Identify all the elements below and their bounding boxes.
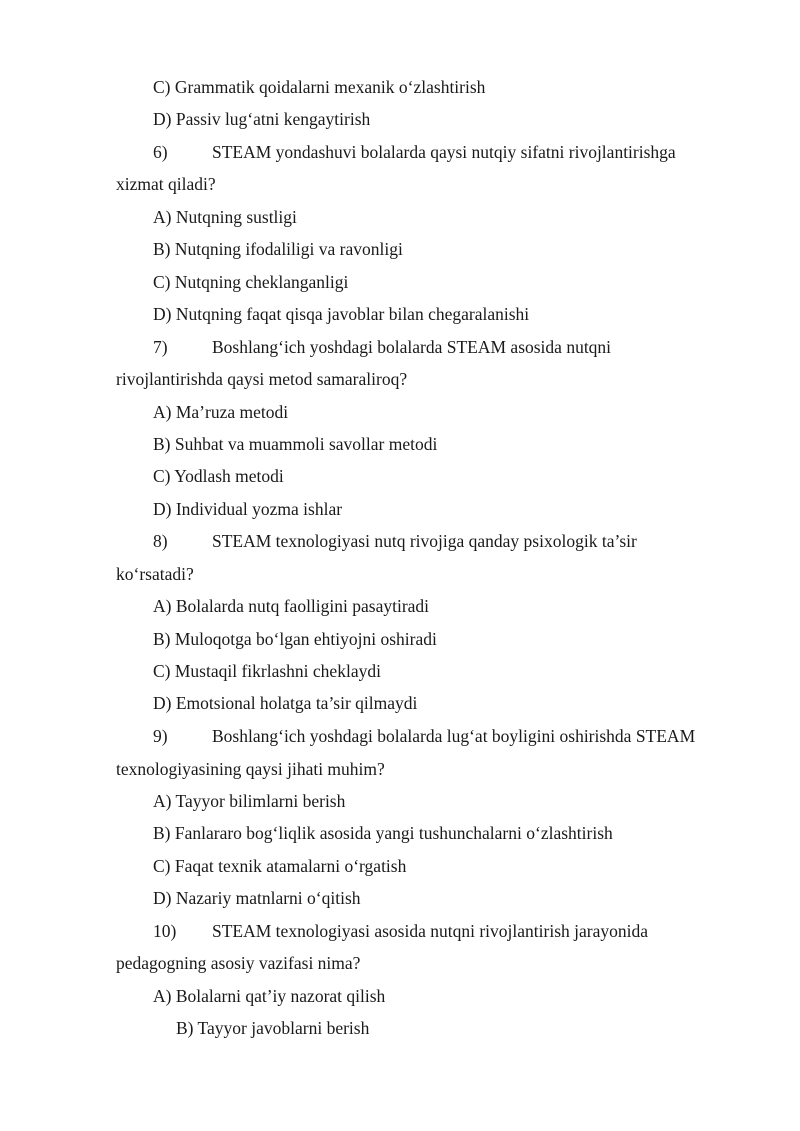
question-text: STEAM texnologiyasi nutq rivojiga qanday psixologik ta’sir (212, 531, 637, 551)
question-9-continuation: texnologiyasining qaysi jihati muhim? (116, 759, 385, 779)
option-c-q6: C) Nutqning cheklanganligi (153, 272, 349, 292)
question-number: 8) (153, 531, 168, 551)
option-a-q10: A) Bolalarni qat’iy nazorat qilish (153, 986, 386, 1006)
option-b-q7: B) Suhbat va muammoli savollar metodi (153, 434, 438, 454)
option-b-q9: B) Fanlararo bog‘liqlik asosida yangi tushunchalarni o‘zlashtirish (153, 823, 613, 843)
option-b-q6: B) Nutqning ifodaliligi va ravonligi (153, 239, 403, 259)
question-text: Boshlang‘ich yoshdagi bolalarda STEAM asosida nutqni (212, 337, 612, 357)
option-c-q9: C) Faqat texnik atamalarni o‘rgatish (153, 856, 407, 876)
question-6-continuation: xizmat qiladi? (116, 174, 216, 194)
option-a-q6: A) Nutqning sustligi (153, 207, 297, 227)
question-6 (153, 141, 676, 163)
option-a-q9: A) Tayyor bilimlarni berish (153, 791, 346, 811)
question-number: 6) (153, 142, 168, 162)
option-c-q7: C) Yodlash metodi (153, 466, 284, 486)
question-10 (153, 920, 648, 942)
question-9 (153, 725, 695, 747)
option-a-q8: A) Bolalarda nutq faolligini pasaytiradi (153, 596, 430, 616)
option-a-q7: A) Ma’ruza metodi (153, 402, 289, 422)
question-10-continuation: pedagogning asosiy vazifasi nima? (116, 953, 361, 973)
question-8-continuation: ko‘rsatadi? (116, 564, 194, 584)
option-c-q8: C) Mustaqil fikrlashni cheklaydi (153, 661, 381, 681)
option-d-q9: D) Nazariy matnlarni o‘qitish (153, 888, 361, 908)
question-7 (153, 336, 611, 358)
question-8 (153, 530, 637, 552)
option-d-q6: D) Nutqning faqat qisqa javoblar bilan chegaralanishi (153, 304, 530, 324)
question-number: 9) (153, 726, 168, 746)
question-number: 10) (153, 921, 177, 941)
question-7-continuation: rivojlantirishda qaysi metod samaraliroq? (116, 369, 408, 389)
option-b-q10: B) Tayyor javoblarni berish (176, 1018, 370, 1038)
question-number: 7) (153, 337, 168, 357)
option-d-q5: D) Passiv lug‘atni kengaytirish (153, 109, 371, 129)
option-b-q8: B) Muloqotga bo‘lgan ehtiyojni oshiradi (153, 629, 437, 649)
option-d-q8: D) Emotsional holatga ta’sir qilmaydi (153, 693, 418, 713)
question-text: STEAM texnologiyasi asosida nutqni rivojlantirish jarayonida (212, 921, 648, 941)
question-text: STEAM yondashuvi bolalarda qaysi nutqiy sifatni rivojlantirishga (212, 142, 676, 162)
option-c-q5: C) Grammatik qoidalarni mexanik o‘zlashtirish (153, 77, 486, 97)
question-text: Boshlang‘ich yoshdagi bolalarda lug‘at boyligini oshirishda STEAM (212, 726, 696, 746)
option-d-q7: D) Individual yozma ishlar (153, 499, 343, 519)
